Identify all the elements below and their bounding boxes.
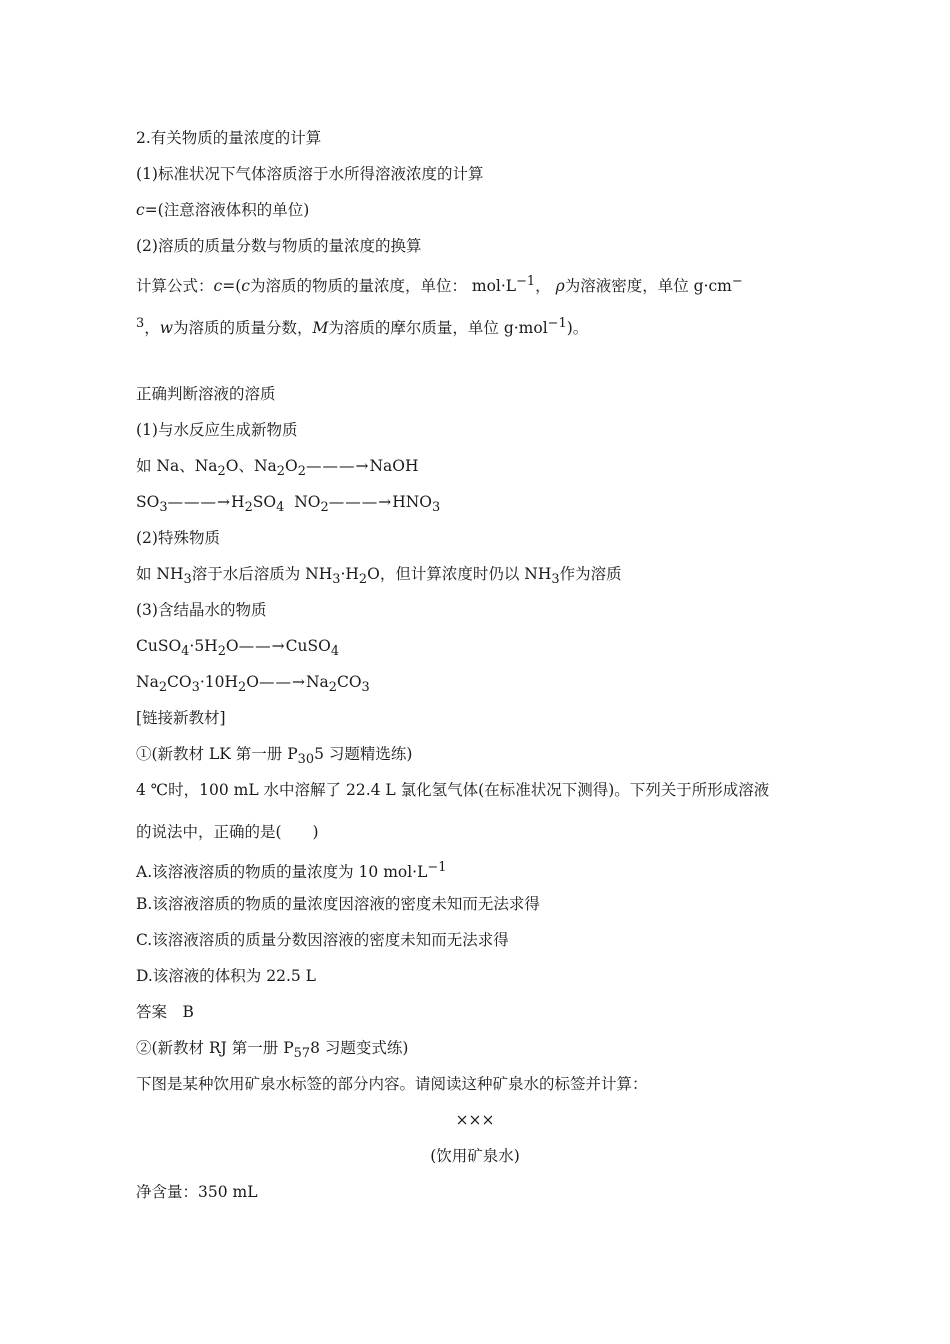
question-1-title: ①(新教材 LK 第一册 $P_{30}5$ 习题精选练): [136, 745, 413, 768]
subheading-gas-solute: (1)标准状况下气体溶质溶于水所得溶液浓度的计算: [136, 165, 484, 183]
answer: 答案 B: [136, 1003, 194, 1021]
subheading-conversion: (2)溶质的质量分数与物质的量浓度的换算: [136, 237, 422, 255]
option-a: A.该溶液溶质的物质的量浓度为 10 $mol\cdot L^{-1}$: [136, 860, 447, 882]
example-copper-sulfate: $CuSO_4\cdot 5H_2O——\to CuSO_4$: [136, 637, 340, 660]
reaction-arrow: ——→: [238, 637, 286, 655]
option-c: C.该溶液溶质的质量分数因溶液的密度未知而无法求得: [136, 931, 509, 949]
solute-sub-1: (1)与水反应生成新物质: [136, 421, 298, 439]
example-ammonia: 如 $NH_3$溶于水后溶质为 $NH_3\cdot H_2O$，但计算浓度时仍以 $NH_3$作为溶质: [136, 565, 622, 588]
question-1-stem-line-2: 的说法中，正确的是( ): [136, 823, 319, 841]
net-content: 净含量：350 mL: [136, 1183, 258, 1201]
example-sodium-carbonate: $Na_2CO_3\cdot 10H_2O——\to Na_2CO_3$: [136, 673, 370, 696]
formula-line-2: $^3$，w为溶质的质量分数，M为溶质的摩尔质量，单位 g·mol$^{-1}$)。: [136, 316, 589, 338]
reaction-arrow: ———→: [305, 457, 370, 475]
solute-sub-3: (3)含结晶水的物质: [136, 601, 267, 619]
reaction-arrow: ———→: [328, 493, 393, 511]
link-heading: [链接新教材]: [136, 709, 226, 727]
option-d: D.该溶液的体积为 22.5 L: [136, 967, 316, 985]
label-type: (饮用矿泉水): [430, 1147, 520, 1165]
formula-c-volume-note: c=(注意溶液体积的单位): [136, 201, 310, 219]
solute-sub-2: (2)特殊物质: [136, 529, 220, 547]
option-b: B.该溶液溶质的物质的量浓度因溶液的密度未知而无法求得: [136, 895, 540, 913]
label-brand: ×××: [455, 1111, 495, 1129]
example-oxides: $SO_3———\to H_2SO_4$ $NO_2———\to HNO_3$: [136, 493, 441, 516]
solute-heading: 正确判断溶液的溶质: [136, 385, 276, 403]
reaction-arrow: ———→: [167, 493, 232, 511]
example-sodium: 如 Na、$Na_2O$、$Na_2O_2———\to NaOH$: [136, 457, 419, 480]
reaction-arrow: ——→: [258, 673, 306, 691]
question-1-stem-line-1: 4 ℃时，100 mL 水中溶解了 22.4 L 氯化氢气体(在标准状况下测得)。下列关于所形成溶液: [136, 781, 770, 799]
section-heading: 2.有关物质的量浓度的计算: [136, 129, 322, 147]
formula-line-1: 计算公式：c=(c为溶质的物质的量浓度，单位： $mol\cdot L^{-1}$， ρ为溶液密度，单位 g·cm−: [136, 274, 743, 296]
question-2-title: ②(新教材 RJ 第一册 $P_{57}8$ 习题变式练): [136, 1039, 409, 1062]
question-2-stem: 下图是某种饮用矿泉水标签的部分内容。请阅读这种矿泉水的标签并计算：: [136, 1075, 648, 1093]
